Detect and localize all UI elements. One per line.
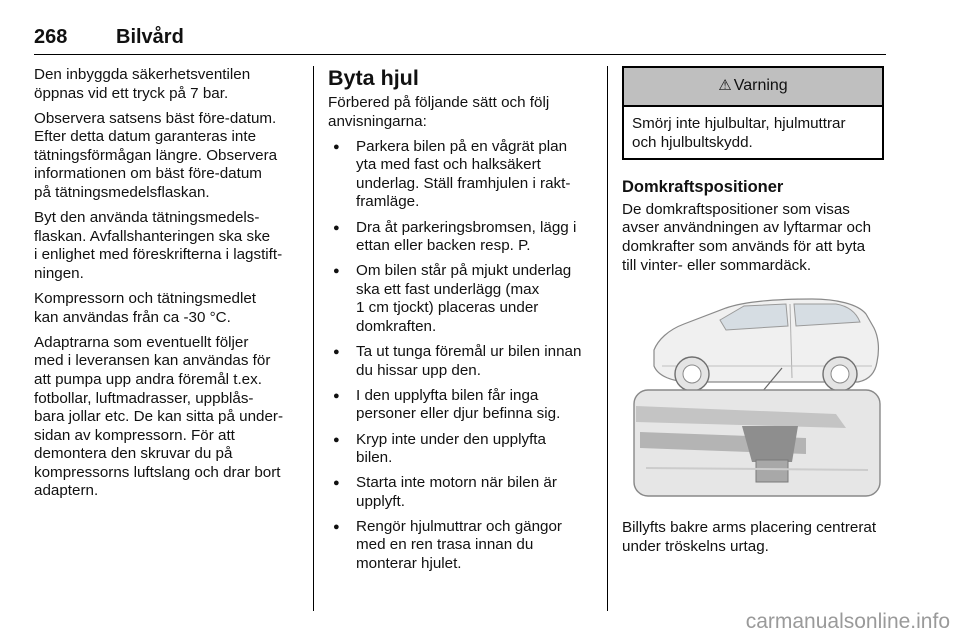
figure-caption: Billyfts bakre arms placering centrerat under tröskelns urtag.: [622, 519, 877, 555]
warning-title: Varning: [733, 77, 788, 95]
paragraph: Observera satsens bäst före-datum. Efter detta datum garanteras inte tätningsförmågan längre. Observera informationen om bäst före-datum på tätningsmedelsflaskan.: [34, 109, 278, 202]
list-item: ● Rengör hjulmuttrar och gängor med en ren trasa innan du monterar hjulet.: [328, 518, 594, 574]
list-item: ● Parkera bilen på en vågrät plan yta med fast och halksäkert underlag. Ställ framhjulen i rakt- framläge.: [328, 138, 594, 212]
warning-box: [622, 66, 884, 160]
section-title: Bilvård: [116, 26, 184, 48]
list-item: ● Om bilen står på mjukt underlag ska ett fast underlägg (max 1 cm tjockt) placeras under domkraften.: [328, 262, 594, 336]
paragraph: De domkraftspositioner som visas avser användningen av lyftarmar och domkrafter som används för att byta till vinter- eller sommardäck.: [622, 200, 872, 274]
paragraph: Den inbyggda säkerhetsventilen öppnas vid ett tryck på 7 bar.: [34, 66, 251, 102]
intro-paragraph: Förbered på följande sätt och följ anvisningarna:: [328, 94, 550, 130]
column-divider: [313, 66, 314, 611]
instruction-list: [328, 138, 594, 574]
page-header: [34, 26, 886, 55]
paragraph: Adaptrarna som eventuellt följer med i leveransen kan användas för att pumpa upp andra föremål t.ex. fotbollar, luftmadrasser, uppblås- bara jollar etc. De kan sitta på under- sidan av kompressorn. För att demontera den skruvar du på kompressorns luftslang och drar bort adaptern.: [34, 333, 284, 500]
column-right: [622, 66, 886, 563]
column-left: [34, 66, 302, 508]
column-middle: [328, 66, 594, 580]
paragraph: Kompressorn och tätningsmedlet kan användas från ca -30 °C.: [34, 290, 257, 326]
list-item: ● Kryp inte under den upplyfta bilen.: [328, 431, 594, 468]
list-item: ● I den upplyfta bilen får inga personer eller djur befinna sig.: [328, 387, 594, 424]
paragraph: Byt den använda tätningsmedels- flaskan. Avfallshanteringen ska ske i enlighet med föreskrifterna i lagstift- ningen.: [34, 209, 283, 282]
list-item: ● Dra åt parkeringsbromsen, lägg i ettan eller backen resp. P.: [328, 219, 594, 256]
warning-header: [624, 68, 882, 107]
watermark: carmanualsonline.info: [745, 610, 950, 633]
column-divider: [607, 66, 608, 611]
subsection-heading: Domkraftspositioner: [622, 178, 784, 197]
page-number: 268: [34, 26, 68, 48]
list-item: ● Ta ut tunga föremål ur bilen innan du hissar upp den.: [328, 343, 594, 380]
list-item: ● Starta inte motorn när bilen är upplyft.: [328, 474, 594, 511]
lift-point-illustration: [622, 292, 884, 502]
warning-icon: ⚠: [718, 77, 732, 95]
lift-arm-detail-icon: [634, 390, 880, 496]
warning-body: Smörj inte hjulbultar, hjulmuttrar och hjulbultskydd.: [632, 115, 846, 151]
section-heading: Byta hjul: [328, 66, 419, 90]
